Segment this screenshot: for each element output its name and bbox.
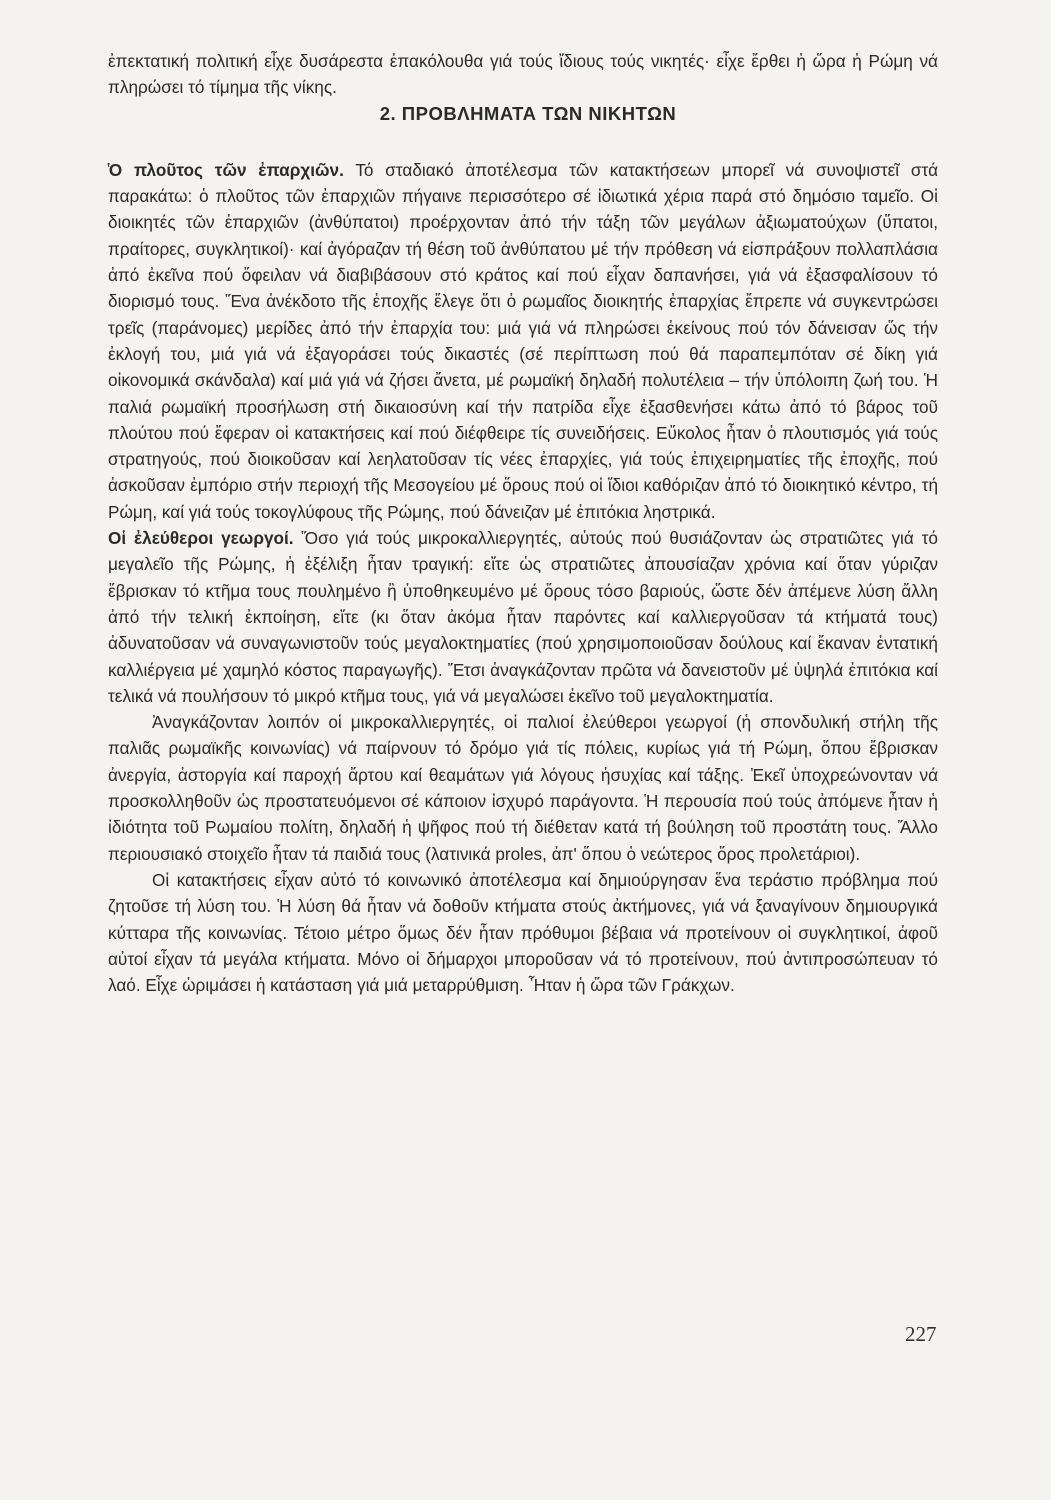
paragraph-lead: Ὁ πλοῦτος τῶν ἐπαρχιῶν. <box>108 159 344 180</box>
paragraph-text: Τό σταδιακό ἀποτέλεσμα τῶν κατακτήσεων μπορεῖ νά συνοψιστεῖ στά παρακάτω: ὁ πλοῦτος τῶν ἐπαρχιῶν πήγαινε περισσότερο σέ ἰδιωτικά χέρια παρά στό δημόσιο ταμεῖο. Οἱ διοικητές τῶν ἐπαρχιῶν (ἀνθύπατοι) προέρχονταν ἀπό τήν τάξη τῶν μεγάλων ἀξιωματούχων (ὕπατοι, πραίτορες, συγκλητικοί)· καί ἀγόραζαν τή θέση τοῦ ἀνθύπατου μέ τήν πρόθεση νά εἰσπράξουν πολλαπλάσια ἀπό ἐκεῖνα πού ὄφειλαν νά διαβιβάσουν στό κράτος καί πού εἶχαν δαπανήσει, γιά νά ἐξασφαλίσουν τό διορισμό τους. Ἕνα ἀνέκδοτο τῆς ἐποχῆς ἔλεγε ὅτι ὁ ρωμαῖος διοικητής ἐπαρχίας ἔπρεπε νά συγκεντρώσει τρεῖς (παράνομες) μερίδες ἀπό τήν ἐπαρχία του: μιά γιά νά πληρώσει ἐκείνους πού τόν δάνεισαν ὥς τήν ἐκλογή του, μιά γιά νά ἐξαγοράσει τούς δικαστές (σέ περίπτωση πού θά παραπεμπόταν σέ δίκη γιά οἰκονομικά σκάνδαλα) καί μιά γιά νά ζήσει ἄνετα, μέ ρωμαϊκή δηλαδή πολυτέλεια – τήν ὑπόλοιπη ζωή του. Ἡ παλιά ρωμαϊκή προσήλωση στή δικαιοσύνη καί τήν πατρίδα εἶχε ἐξασθενήσει κάτω ἀπό τό βάρος τοῦ πλούτου πού ἔφεραν οἱ κατακτήσεις καί πού διέφθειρε τίς συνειδήσεις. Εὔκολος ἦταν ὁ πλουτισμός γιά τούς στρατηγούς, πού διοικοῦσαν καί λεηλατοῦσαν τίς νέες ἐπαρχίες, γιά τούς ἐπιχειρηματίες τῆς ἐποχῆς, πού ἀσκοῦσαν ἐμπόριο στήν περιοχή τῆς Μεσογείου μέ ὅρους πού οἱ ἴδιοι καθόριζαν ἀπό τό διοικητικό κέντρο, τή Ρώμη, καί γιά τούς τοκογλύφους τῆς Ρώμης, πού δάνειζαν μέ ἐπιτόκια ληστρικά. <box>108 159 939 522</box>
page-body <box>108 48 938 998</box>
page-number: 227 <box>905 1322 937 1346</box>
paragraph-lead: Οἱ ἐλεύθεροι γεωργοί. <box>108 528 294 549</box>
paragraph-provinces-wealth <box>108 157 938 525</box>
paragraph-text: Ἀναγκάζονταν λοιπόν οἱ μικροκαλλιεργητές, οἱ παλιοί ἐλεύθεροι γεωργοί (ἡ σπονδυλική στήλη τῆς παλιᾶς ρωμαϊκῆς κοινωνίας) νά παίρνουν τό δρόμο γιά τίς πόλεις, κυρίως γιά τή Ρώμη, ὅπου ἔβρισκαν ἀνεργία, ἀστοργία καί παροχή ἄρτου καί θεαμάτων γιά λόγους ἡσυχίας καί τάξης. Ἐκεῖ ὑποχρεώνονταν νά προσκολληθοῦν ὡς προστατευόμενοι σέ κάποιον ἰσχυρό παράγοντα. Ἡ περουσία πού τούς ἀπόμενε ἦταν ἡ ἰδιότητα τοῦ Ρωμαίου πολίτη, δηλαδή ἡ ψῆφος πού τή διέθεταν κατά τή βούληση τοῦ προστάτη τους. Ἄλλο περιουσιακό στοιχεῖο ἦταν τά παιδιά τους (λατινικά proles, ἀπ' ὅπου ὁ νεώτερος ὅρος προλετάριοι). <box>108 712 938 864</box>
paragraph-gracchi <box>108 867 938 998</box>
paragraph-urban-migration <box>108 709 938 867</box>
intro-paragraph: ἐπεκτατική πολιτική εἶχε δυσάρεστα ἐπακόλουθα γιά τούς ἴδιους τούς νικητές· εἶχε ἔρθει ἡ ὥρα ἡ Ρώμη νά πληρώσει τό τίμημα τῆς νίκης. <box>108 51 938 98</box>
paragraph-text: Ὅσο γιά τούς μικροκαλλιεργητές, αὐτούς πού θυσιάζονταν ὡς στρατιῶτες γιά τό μεγαλεῖο τῆς Ρώμης, ἡ ἐξέλιξη ἦταν τραγική: εἴτε ὡς στρατιῶτες ἀπουσίαζαν χρόνια καί ὅταν γύριζαν ἔβρισκαν τό κτῆμα τους πουλημένο ἢ ὑποθηκευμένο μέ ὅρους τόσο βαριούς, ὥστε δέν ἀπέμενε λύση ἄλλη ἀπό τήν τελική ἐκποίηση, εἴτε (κι ὅταν ἀκόμα ἦταν παρόντες καί καλλιεργοῦσαν τά κτήματά τους) ἀδυνατοῦσαν νά συναγωνιστοῦν τούς μεγαλοκτηματίες (πού χρησιμοποιοῦσαν δούλους καί ἔκαναν ἐντατική καλλιέργεια μέ χαμηλό κόστος παραγωγῆς). Ἔτσι ἀναγκάζονταν πρῶτα νά δανειστοῦν μέ ὑψηλά ἐπιτόκια καί τελικά νά πουλήσουν τό μικρό κτῆμα τους, γιά νά μεγαλώσει ἐκεῖνο τοῦ μεγαλοκτηματία. <box>108 528 938 706</box>
paragraph-free-farmers <box>108 525 938 709</box>
paragraph-text: Οἱ κατακτήσεις εἶχαν αὐτό τό κοινωνικό ἀποτέλεσμα καί δημιούργησαν ἕνα τεράστιο πρόβλημα πού ζητοῦσε τή λύση του. Ἡ λύση θά ἦταν νά δοθοῦν κτήματα στούς ἀκτήμονες, γιά νά ξαναγίνουν δημιουργικά κύτταρα τῆς κοινωνίας. Τέτοιο μέτρο ὅμως δέν ἦταν πρόθυμοι βέβαια νά προτείνουν οἱ συγκλητικοί, ἀφοῦ αὐτοί εἶχαν τά μεγάλα κτήματα. Μόνο οἱ δήμαρχοι μποροῦσαν νά τό προτείνουν, πού ἀντιπροσώπευαν τό λαό. Εἶχε ὡριμάσει ἡ κατάσταση γιά μιά μεταρρύθμιση. Ἦταν ἡ ὥρα τῶν Γράκχων. <box>108 869 938 996</box>
section-title: 2. ΠΡΟΒΛΗΜΑΤΑ ΤΩΝ ΝΙΚΗΤΩΝ <box>379 102 677 124</box>
